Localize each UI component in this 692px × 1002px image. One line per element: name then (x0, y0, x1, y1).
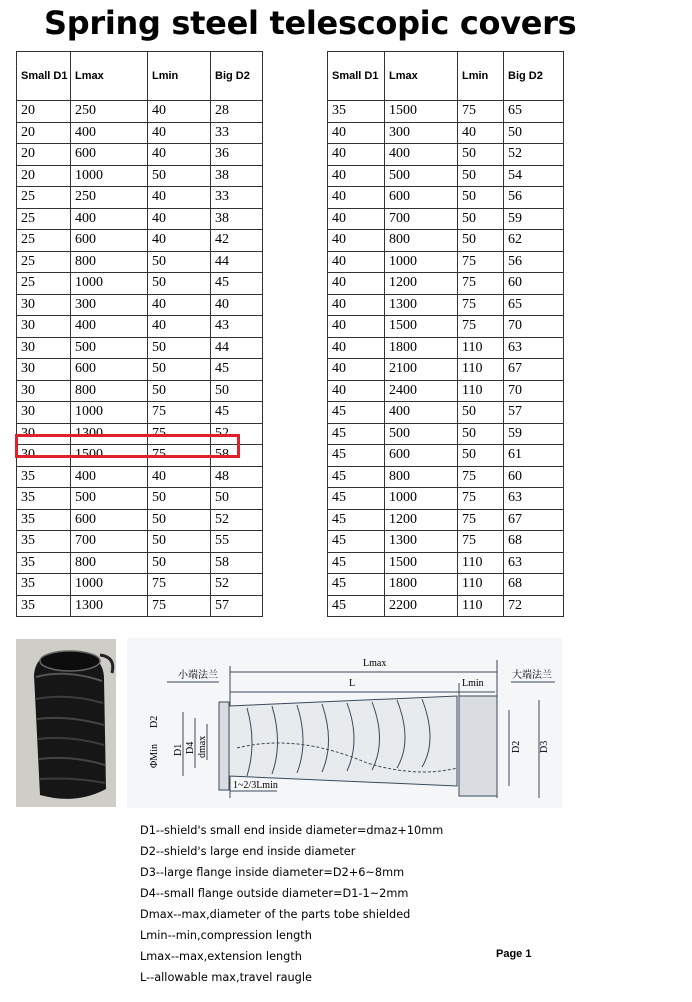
table-header-row (328, 52, 564, 101)
table-cell: 110 (458, 574, 504, 596)
table-cell: 52 (211, 423, 263, 445)
table-cell: 250 (71, 101, 148, 123)
legend-line: Lmin--min,compression length (140, 929, 312, 942)
table-cell: 40 (148, 466, 211, 488)
table-cell: 45 (328, 488, 385, 510)
legend-notes (140, 820, 443, 988)
table-cell: 45 (328, 595, 385, 617)
col-header-lmax: Lmax (71, 52, 148, 101)
table-cell: 35 (17, 488, 71, 510)
table-cell: 50 (148, 337, 211, 359)
table-cell: 67 (504, 509, 564, 531)
table-cell: 30 (17, 337, 71, 359)
table-cell: 45 (211, 359, 263, 381)
table-row (328, 552, 564, 574)
table-row (17, 488, 263, 510)
table-cell: 1500 (385, 101, 458, 123)
table-cell: 1300 (71, 595, 148, 617)
table-row (328, 466, 564, 488)
table-row (17, 144, 263, 166)
table-cell: 50 (458, 423, 504, 445)
table-cell: 30 (17, 423, 71, 445)
min-label: ΦMin (149, 744, 160, 768)
table-cell: 63 (504, 488, 564, 510)
table-cell: 63 (504, 337, 564, 359)
table-row (328, 488, 564, 510)
table-row (328, 316, 564, 338)
table-cell: 40 (328, 208, 385, 230)
table-cell: 75 (458, 316, 504, 338)
table-row (17, 552, 263, 574)
table-cell: 28 (211, 101, 263, 123)
table-row (17, 122, 263, 144)
table-cell: 50 (148, 359, 211, 381)
d4-label: D4 (185, 741, 196, 754)
table-row (328, 380, 564, 402)
d1-label: D1 (173, 743, 184, 756)
table-cell: 50 (458, 187, 504, 209)
table-cell: 60 (504, 466, 564, 488)
table-cell: 35 (17, 531, 71, 553)
table-cell: 25 (17, 273, 71, 295)
product-photo (16, 639, 116, 807)
table-cell: 57 (504, 402, 564, 424)
table-row (17, 531, 263, 553)
table-cell: 62 (504, 230, 564, 252)
table-cell: 45 (328, 531, 385, 553)
table-row (17, 466, 263, 488)
table-cell: 56 (504, 251, 564, 273)
table-cell: 30 (17, 316, 71, 338)
table-cell: 75 (148, 445, 211, 467)
table-row (328, 402, 564, 424)
table-cell: 60 (504, 273, 564, 295)
table-cell: 1800 (385, 574, 458, 596)
table-cell: 40 (148, 208, 211, 230)
table-cell: 61 (504, 445, 564, 467)
table-cell: 75 (148, 595, 211, 617)
table-cell: 1200 (385, 509, 458, 531)
table-cell: 500 (71, 488, 148, 510)
table-cell: 50 (211, 488, 263, 510)
table-cell: 65 (504, 101, 564, 123)
table-row (328, 509, 564, 531)
table-cell: 40 (148, 144, 211, 166)
table-cell: 35 (328, 101, 385, 123)
table-cell: 110 (458, 337, 504, 359)
table-cell: 20 (17, 101, 71, 123)
table-cell: 40 (458, 122, 504, 144)
table-row (328, 445, 564, 467)
table-row (328, 574, 564, 596)
table-cell: 30 (17, 294, 71, 316)
table-row (17, 316, 263, 338)
table-cell: 75 (148, 402, 211, 424)
table-cell: 300 (385, 122, 458, 144)
table-cell: 110 (458, 552, 504, 574)
lmax-label: Lmax (363, 658, 387, 669)
table-cell: 500 (385, 423, 458, 445)
table-cell: 2200 (385, 595, 458, 617)
table-cell: 800 (71, 552, 148, 574)
table-cell: 40 (328, 294, 385, 316)
d2-right-label: D2 (511, 740, 522, 753)
table-cell: 40 (328, 273, 385, 295)
col-header-small-d1: Small D1 (17, 52, 71, 101)
table-cell: 400 (71, 316, 148, 338)
table-cell: 63 (504, 552, 564, 574)
table-cell: 1800 (385, 337, 458, 359)
table-row (328, 595, 564, 617)
table-cell: 40 (328, 230, 385, 252)
table-row (17, 380, 263, 402)
table-row (328, 208, 564, 230)
table-cell: 50 (458, 165, 504, 187)
table-cell: 700 (71, 531, 148, 553)
table-cell: 45 (328, 423, 385, 445)
table-cell: 250 (71, 187, 148, 209)
table-cell: 600 (71, 144, 148, 166)
table-cell: 400 (385, 144, 458, 166)
table-cell: 600 (385, 187, 458, 209)
table-cell: 600 (385, 445, 458, 467)
table-cell: 67 (504, 359, 564, 381)
table-cell: 70 (504, 380, 564, 402)
table-cell: 1300 (71, 423, 148, 445)
table-cell: 800 (71, 251, 148, 273)
table-cell: 30 (17, 445, 71, 467)
table-cell: 40 (148, 230, 211, 252)
table-cell: 36 (211, 144, 263, 166)
technical-drawing (127, 638, 562, 808)
table-cell: 45 (328, 552, 385, 574)
table-row (17, 359, 263, 381)
large-flange-label: 大端法兰 (512, 670, 552, 681)
table-row (328, 165, 564, 187)
d2-left-label: D2 (149, 715, 160, 728)
table-cell: 110 (458, 380, 504, 402)
table-cell: 40 (148, 294, 211, 316)
table-cell: 20 (17, 144, 71, 166)
table-cell: 300 (71, 294, 148, 316)
table-cell: 33 (211, 187, 263, 209)
d3-label: D3 (539, 740, 550, 753)
table-cell: 40 (148, 316, 211, 338)
table-cell: 52 (211, 509, 263, 531)
table-cell: 35 (17, 595, 71, 617)
table-cell: 50 (148, 165, 211, 187)
table-cell: 50 (148, 273, 211, 295)
table-cell: 42 (211, 230, 263, 252)
table-row (328, 122, 564, 144)
legend-line: Dmax--max,diameter of the parts tobe shielded (140, 908, 411, 921)
table-cell: 75 (458, 531, 504, 553)
table-cell: 50 (458, 230, 504, 252)
table-row (17, 595, 263, 617)
table-cell: 50 (211, 380, 263, 402)
table-row (17, 208, 263, 230)
table-cell: 50 (148, 552, 211, 574)
table-row (328, 273, 564, 295)
table-cell: 400 (71, 122, 148, 144)
table-cell: 35 (17, 466, 71, 488)
table-cell: 1000 (71, 402, 148, 424)
table-row (328, 531, 564, 553)
table-row (328, 337, 564, 359)
dmax-label: dmax (197, 735, 208, 758)
table-cell: 30 (17, 359, 71, 381)
table-row (17, 337, 263, 359)
table-cell: 68 (504, 574, 564, 596)
legend-line: D4--small flange outside diameter=D1-1~2mm (140, 887, 409, 900)
table-cell: 75 (458, 294, 504, 316)
table-cell: 50 (458, 445, 504, 467)
spec-table-right (327, 51, 564, 617)
table-cell: 40 (211, 294, 263, 316)
spec-table-left (16, 51, 263, 617)
table-cell: 45 (211, 273, 263, 295)
table-row (328, 187, 564, 209)
table-cell: 45 (211, 402, 263, 424)
table-cell: 50 (148, 509, 211, 531)
table-cell: 45 (328, 402, 385, 424)
table-cell: 40 (148, 187, 211, 209)
table-cell: 58 (211, 552, 263, 574)
table-cell: 54 (504, 165, 564, 187)
table-cell: 1300 (385, 294, 458, 316)
table-cell: 40 (328, 380, 385, 402)
table-cell: 75 (148, 574, 211, 596)
table-cell: 75 (458, 101, 504, 123)
table-cell: 25 (17, 187, 71, 209)
table-cell: 75 (458, 488, 504, 510)
table-row (328, 144, 564, 166)
table-cell: 800 (71, 380, 148, 402)
table-cell: 500 (385, 165, 458, 187)
table-cell: 50 (458, 144, 504, 166)
legend-line: D3--large flange inside diameter=D2+6~8mm (140, 866, 405, 879)
table-cell: 1500 (385, 316, 458, 338)
table-header-row (17, 52, 263, 101)
table-cell: 110 (458, 359, 504, 381)
table-row (17, 574, 263, 596)
table-cell: 50 (148, 380, 211, 402)
table-cell: 45 (328, 509, 385, 531)
table-cell: 40 (148, 101, 211, 123)
table-cell: 30 (17, 380, 71, 402)
table-cell: 50 (148, 488, 211, 510)
table-cell: 35 (17, 509, 71, 531)
legend-line: L--allowable max,travel raugle (140, 971, 312, 984)
table-cell: 400 (71, 208, 148, 230)
table-cell: 1000 (385, 251, 458, 273)
table-row (17, 165, 263, 187)
table-cell: 52 (211, 574, 263, 596)
table-cell: 700 (385, 208, 458, 230)
table-cell: 59 (504, 208, 564, 230)
table-cell: 44 (211, 337, 263, 359)
table-cell: 40 (328, 316, 385, 338)
table-cell: 25 (17, 251, 71, 273)
table-cell: 48 (211, 466, 263, 488)
table-cell: 72 (504, 595, 564, 617)
table-row (328, 359, 564, 381)
table-cell: 1000 (385, 488, 458, 510)
table-cell: 75 (458, 509, 504, 531)
table-row (328, 294, 564, 316)
table-cell: 40 (328, 165, 385, 187)
table-cell: 50 (148, 531, 211, 553)
table-cell: 110 (458, 595, 504, 617)
table-cell: 40 (328, 359, 385, 381)
table-cell: 70 (504, 316, 564, 338)
table-cell: 1500 (385, 552, 458, 574)
page-number: Page 1 (496, 948, 532, 960)
table-cell: 600 (71, 230, 148, 252)
table-cell: 500 (71, 337, 148, 359)
table-row (17, 509, 263, 531)
table-cell: 45 (328, 574, 385, 596)
table-cell: 44 (211, 251, 263, 273)
table-cell: 800 (385, 466, 458, 488)
table-cell: 50 (458, 208, 504, 230)
col-header-lmax: Lmax (385, 52, 458, 101)
col-header-lmin: Lmin (148, 52, 211, 101)
table-cell: 1000 (71, 273, 148, 295)
table-cell: 600 (71, 509, 148, 531)
table-cell: 65 (504, 294, 564, 316)
legend-line: Lmax--max,extension length (140, 950, 302, 963)
table-cell: 59 (504, 423, 564, 445)
table-cell: 52 (504, 144, 564, 166)
table-cell: 1000 (71, 165, 148, 187)
highlighted-row-box (15, 434, 240, 458)
table-cell: 1500 (71, 445, 148, 467)
table-cell: 68 (504, 531, 564, 553)
table-row (17, 230, 263, 252)
table-cell: 75 (148, 423, 211, 445)
table-row (328, 101, 564, 123)
table-cell: 25 (17, 208, 71, 230)
table-row (328, 230, 564, 252)
table-cell: 1300 (385, 531, 458, 553)
table-row (328, 251, 564, 273)
table-cell: 1200 (385, 273, 458, 295)
table-cell: 75 (458, 466, 504, 488)
table-row (17, 294, 263, 316)
table-cell: 400 (385, 402, 458, 424)
l-label: L (349, 678, 356, 689)
table-cell: 35 (17, 574, 71, 596)
table-cell: 38 (211, 165, 263, 187)
table-cell: 40 (328, 144, 385, 166)
table-cell: 40 (328, 187, 385, 209)
table-cell: 800 (385, 230, 458, 252)
table-cell: 45 (328, 445, 385, 467)
table-row (17, 402, 263, 424)
travel-label: 1~2/3Lmin (233, 780, 278, 791)
col-header-small-d1: Small D1 (328, 52, 385, 101)
table-cell: 45 (328, 466, 385, 488)
table-cell: 25 (17, 230, 71, 252)
table-cell: 43 (211, 316, 263, 338)
table-cell: 38 (211, 208, 263, 230)
table-cell: 600 (71, 359, 148, 381)
table-cell: 40 (328, 337, 385, 359)
table-row (17, 187, 263, 209)
lmin-label: Lmin (462, 678, 484, 689)
table-row (17, 101, 263, 123)
table-cell: 58 (211, 445, 263, 467)
table-cell: 400 (71, 466, 148, 488)
table-cell: 35 (17, 552, 71, 574)
table-row (328, 423, 564, 445)
table-cell: 55 (211, 531, 263, 553)
table-cell: 56 (504, 187, 564, 209)
table-cell: 50 (458, 402, 504, 424)
table-cell: 50 (148, 251, 211, 273)
table-cell: 20 (17, 165, 71, 187)
table-row (17, 251, 263, 273)
table-cell: 2400 (385, 380, 458, 402)
page-title: Spring steel telescopic covers (44, 4, 577, 42)
table-cell: 33 (211, 122, 263, 144)
table-cell: 40 (328, 122, 385, 144)
col-header-big-d2: Big D2 (504, 52, 564, 101)
table-cell: 20 (17, 122, 71, 144)
table-cell: 75 (458, 251, 504, 273)
table-cell: 40 (328, 251, 385, 273)
small-flange-label: 小端法兰 (178, 670, 218, 681)
legend-line: D1--shield's small end inside diameter=dmaz+10mm (140, 824, 444, 837)
table-row (17, 273, 263, 295)
col-header-big-d2: Big D2 (211, 52, 263, 101)
table-cell: 50 (504, 122, 564, 144)
col-header-lmin: Lmin (458, 52, 504, 101)
table-cell: 2100 (385, 359, 458, 381)
legend-line: D2--shield's large end inside diameter (140, 845, 356, 858)
table-cell: 30 (17, 402, 71, 424)
table-cell: 57 (211, 595, 263, 617)
table-cell: 40 (148, 122, 211, 144)
table-cell: 1000 (71, 574, 148, 596)
table-cell: 75 (458, 273, 504, 295)
